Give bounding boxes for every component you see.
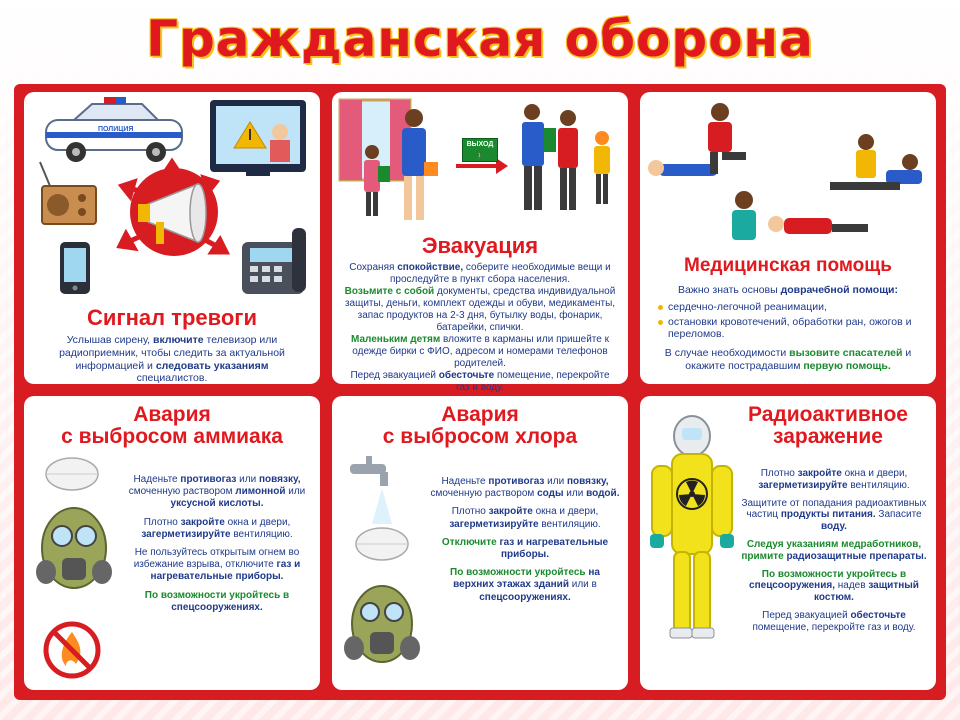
- police-car-icon: [46, 97, 182, 162]
- evacuees-icon: [522, 104, 610, 210]
- ammonia-heading: Авария с выбросом аммиака: [61, 403, 283, 449]
- cpr-scene-icon: [648, 103, 746, 176]
- medical-bullet: остановки кровотечений, обработки ран, ожогов и переломов.: [656, 316, 920, 342]
- mobile-phone-icon: [60, 242, 90, 294]
- evacuation-text: Сохраняя спокойствие, соберите необходимые вещи и проследуйте в пункт сбора населения. Возьмите с собой документы, средства индивидуальной защиты, деньги, комплект одежды и обуви, медикаменты, запас продуктов на 2-3 дня, бутылку воды, фонарик, батарейки, спички. Маленьким детям вложите в карманы или пришейте к одежде бирки с ФИО, адресом и номерами телефонов родителей. Перед эвакуацией обесточьте помещение, перекройте газ и воду.: [344, 262, 616, 393]
- poster-title: Гражданская оборона: [146, 10, 814, 68]
- card-alarm-signal: [24, 92, 320, 384]
- chlorine-heading: Авария с выбросом хлора: [382, 403, 578, 449]
- medical-illustration: [640, 92, 936, 252]
- bandage-scene-icon: [830, 134, 922, 190]
- radiation-text: Плотно закройте окна и двери, загерметизируйте вентиляцию. Защитите от попадания радиоактивных частиц продукты питания. Запасите воду. Следуя указаниям медработников, примите радиозащитные препараты. По возможности укройтесь в спецсооружения, надев защитный костюм. Перед эвакуацией обесточьте помещение, перекройте газ и воду.: [741, 468, 927, 633]
- radio-icon: [40, 162, 96, 224]
- cards-frame: [14, 84, 946, 700]
- alarm-heading: Сигнал тревоги: [87, 305, 257, 330]
- radiation-heading: Радиоактивное заражение: [748, 403, 908, 449]
- card-radioactive-contamination: [640, 396, 936, 690]
- medical-bullets: [656, 301, 920, 341]
- no-open-fire-icon: [46, 624, 98, 676]
- respirator-mask-icon: [356, 528, 408, 560]
- respirator-mask-icon: [46, 458, 98, 490]
- megaphone-icon: [130, 168, 218, 256]
- gas-mask-icon: [344, 586, 420, 662]
- card-chlorine-accident: [332, 396, 628, 690]
- medical-bullet: сердечно-легочной реанимации,: [656, 301, 920, 314]
- evacuation-illustration: [332, 92, 628, 242]
- first-aid-scene-icon: [732, 191, 868, 240]
- chlorine-illustration: [340, 454, 430, 690]
- medical-text: Важно знать основы доврачебной помощи: сердечно-легочной реанимации, остановки кровотечений, обработки ран, ожогов и переломов. В случае необходимости вызовите спасателей и окажите пострадавшим первую помощь.: [656, 284, 920, 373]
- chlorine-text: Наденьте противогаз или повязку, смоченную раствором соды или водой. Плотно закройте окна и двери, загерметизируйте вентиляцию. Отключите газ и нагревательные приборы. По возможности укройтесь на верхних этажах зданий или в спецсооружениях.: [430, 476, 620, 603]
- gas-mask-icon: [36, 508, 112, 588]
- water-tap-icon: [350, 456, 392, 524]
- medical-heading: Медицинская помощь: [684, 255, 892, 276]
- card-evacuation: [332, 92, 628, 393]
- ammonia-illustration: [32, 454, 122, 690]
- hazmat-suit-icon: [650, 416, 734, 638]
- card-medical-help: [640, 92, 936, 384]
- card-ammonia-accident: [24, 396, 320, 690]
- tv-icon: [210, 100, 306, 176]
- police-car-label: ПОЛИЦИЯ: [98, 126, 134, 133]
- desk-phone-icon: [242, 228, 306, 294]
- exit-sign: ВЫХОД 🚶: [462, 138, 498, 162]
- alarm-text: Услышав сирену, включите телевизор или радиоприемник, чтобы следить за актуальной информацией и следовать указаниям специалистов.: [59, 334, 285, 385]
- evacuation-heading: Эвакуация: [421, 233, 539, 258]
- radiation-symbol-icon: [677, 479, 707, 509]
- radiation-illustration: [646, 414, 736, 654]
- ammonia-text: Наденьте противогаз или повязку, смоченную раствором лимонной или уксусной кислоты. Плотно закройте окна и двери, загерметизируйте вентиляцию. Не пользуйтесь открытым огнем во избежание взрыва, отключите газ и нагревательные приборы. По возможности укройтесь в спецсооружениях.: [128, 474, 306, 613]
- alarm-illustration: [24, 92, 320, 302]
